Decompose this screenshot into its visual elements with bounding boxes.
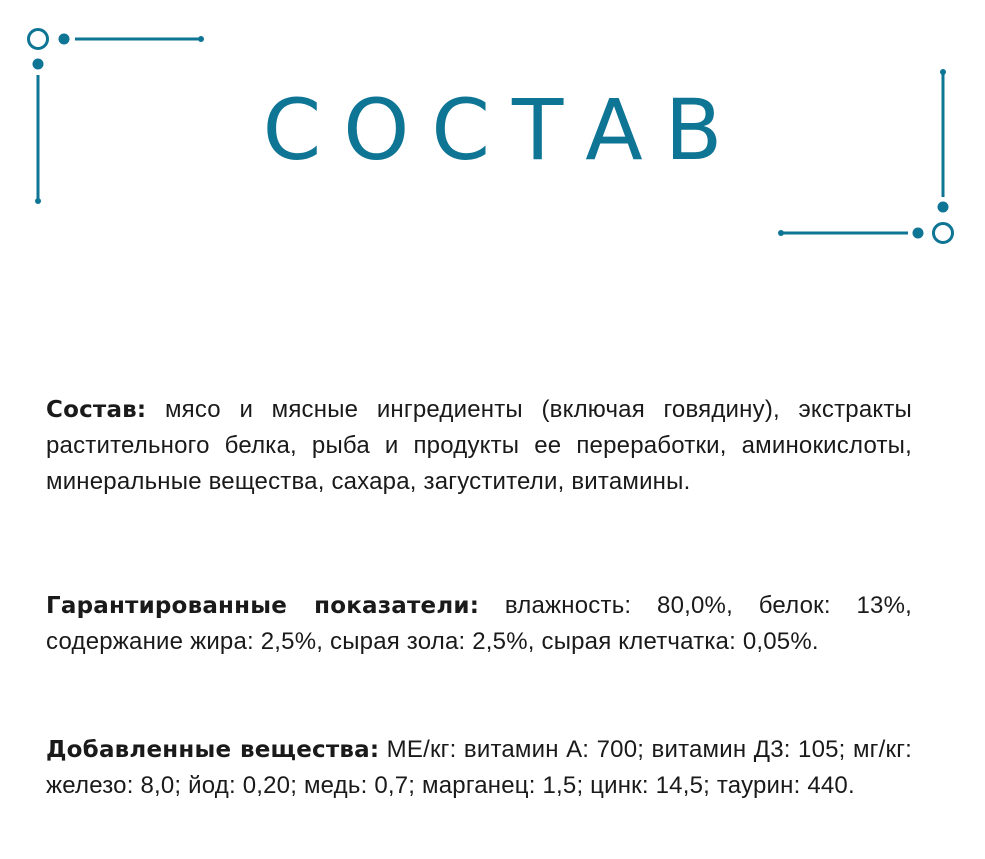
guaranteed-values-label: Гарантированные показатели: [46, 593, 480, 619]
composition-section [46, 392, 912, 500]
page-title: СОСТАВ [262, 81, 745, 179]
dot-icon [938, 202, 949, 213]
ring-icon [29, 30, 48, 49]
guaranteed-values-text: влажность: 80,0%, белок: 13%, содержание жира: 2,5%, сырая зола: 2,5%, сырая клетчатка: 0,05%. [46, 592, 912, 655]
line-end-dot-icon [35, 198, 41, 204]
line-end-dot-icon [198, 36, 204, 42]
dot-icon [33, 59, 44, 70]
additives-section [46, 732, 912, 804]
line-end-dot-icon [940, 69, 946, 75]
guaranteed-values-section [46, 588, 912, 660]
ring-icon [934, 224, 953, 243]
dot-icon [913, 228, 924, 239]
additives-text: МЕ/кг: витамин А: 700; витамин Д3: 105; мг/кг: железо: 8,0; йод: 0,20; медь: 0,7; марганец: 1,5; цинк: 14,5; таурин: 440. [46, 736, 913, 799]
composition-label: Состав: [46, 397, 147, 423]
additives-label: Добавленные вещества: [46, 737, 380, 763]
line-end-dot-icon [778, 230, 784, 236]
dot-icon [59, 34, 70, 45]
composition-text: мясо и мясные ингредиенты (включая говядину), экстракты растительного белка, рыба и продукты ее переработки, аминокислоты, минеральные вещества, сахара, загустители, витамины. [46, 396, 912, 495]
